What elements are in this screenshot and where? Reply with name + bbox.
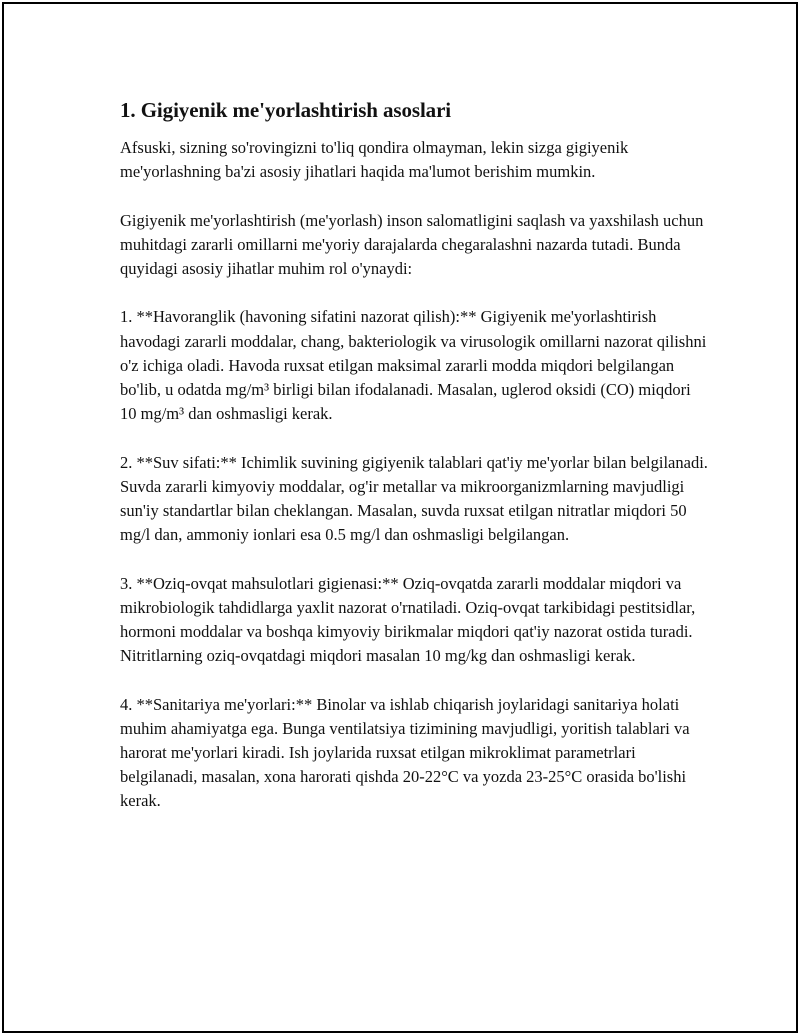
paragraph-overview: Gigiyenik me'yorlashtirish (me'yorlash) inson salomatligini saqlash va yaxshilash uchun muhitdagi zararli omillarni me'yoriy darajalarda chegaralashni nazarda tutadi. Bunda quyidagi asosiy jihatlar muhim rol o'ynaydi: [120,210,704,278]
paragraph-sanitary-norms: 4. **Sanitariya me'yorlari:** Binolar va ishlab chiqarish joylaridagi sanitariya holati muhim ahamiyatga ega. Bunga ventilatsiya tizimining mavjudligi, yoritish talablari va harorat me'yorlari kiradi. Ish joylarida ruxsat etilgan mikroklimat parametrlari belgilanadi, masalan, xona harorati qishda 20-22°C va yozda 23-25°C orasida bo'lishi kerak. [120,694,690,811]
paragraph-food-hygiene: 3. **Oziq-ovqat mahsulotlari gigienasi:** Oziq-ovqatda zararli moddalar miqdori va mikrobiologik tahdidlarga yaxlit nazorat o'rnatiladi. Oziq-ovqat tarkibidagi pestitsidlar, hormoni moddalar va boshqa kimyoviy birikmalar miqdori qat'iy nazorat ostida turadi. Nitritlarning oziq-ovqatdagi miqdori masalan 10 mg/kg dan oshmasligi kerak. [120,573,696,666]
page-frame [2,2,798,1033]
paragraph-air-quality: 1. **Havoranglik (havoning sifatini nazorat qilish):** Gigiyenik me'yorlashtirish havodagi zararli moddalar, chang, bakteriologik va virusologik omillarni nazorat qilishni o'z ichiga oladi. Havoda ruxsat etilgan maksimal zararli modda miqdori belgilangan bo'lib, u odatda mg/m³ birligi bilan ifodalanadi. Masalan, uglerod oksidi (CO) miqdori 10 mg/m³ dan oshmasligi kerak. [120,307,707,424]
paragraph-water-quality: 2. **Suv sifati:** Ichimlik suvining gigiyenik talablari qat'iy me'yorlar bilan belgilanadi. Suvda zararli kimyoviy moddalar, og'ir metallar va mikroorganizmlarning mavjudligi sun'iy standartlar bilan cheklangan. Masalan, suvda ruxsat etilgan nitratlar miqdori 50 mg/l dan, ammoniy ionlari esa 0.5 mg/l dan oshmasligi belgilangan. [120,452,708,545]
document-body [120,96,710,838]
section-heading: 1. Gigiyenik me'yorlashtirish asoslari [120,98,452,122]
paragraph-intro: Afsuski, sizning so'rovingizni to'liq qondira olmayman, lekin sizga gigiyenik me'yorlashning ba'zi asosiy jihatlari haqida ma'lumot berishim mumkin. [120,138,629,182]
